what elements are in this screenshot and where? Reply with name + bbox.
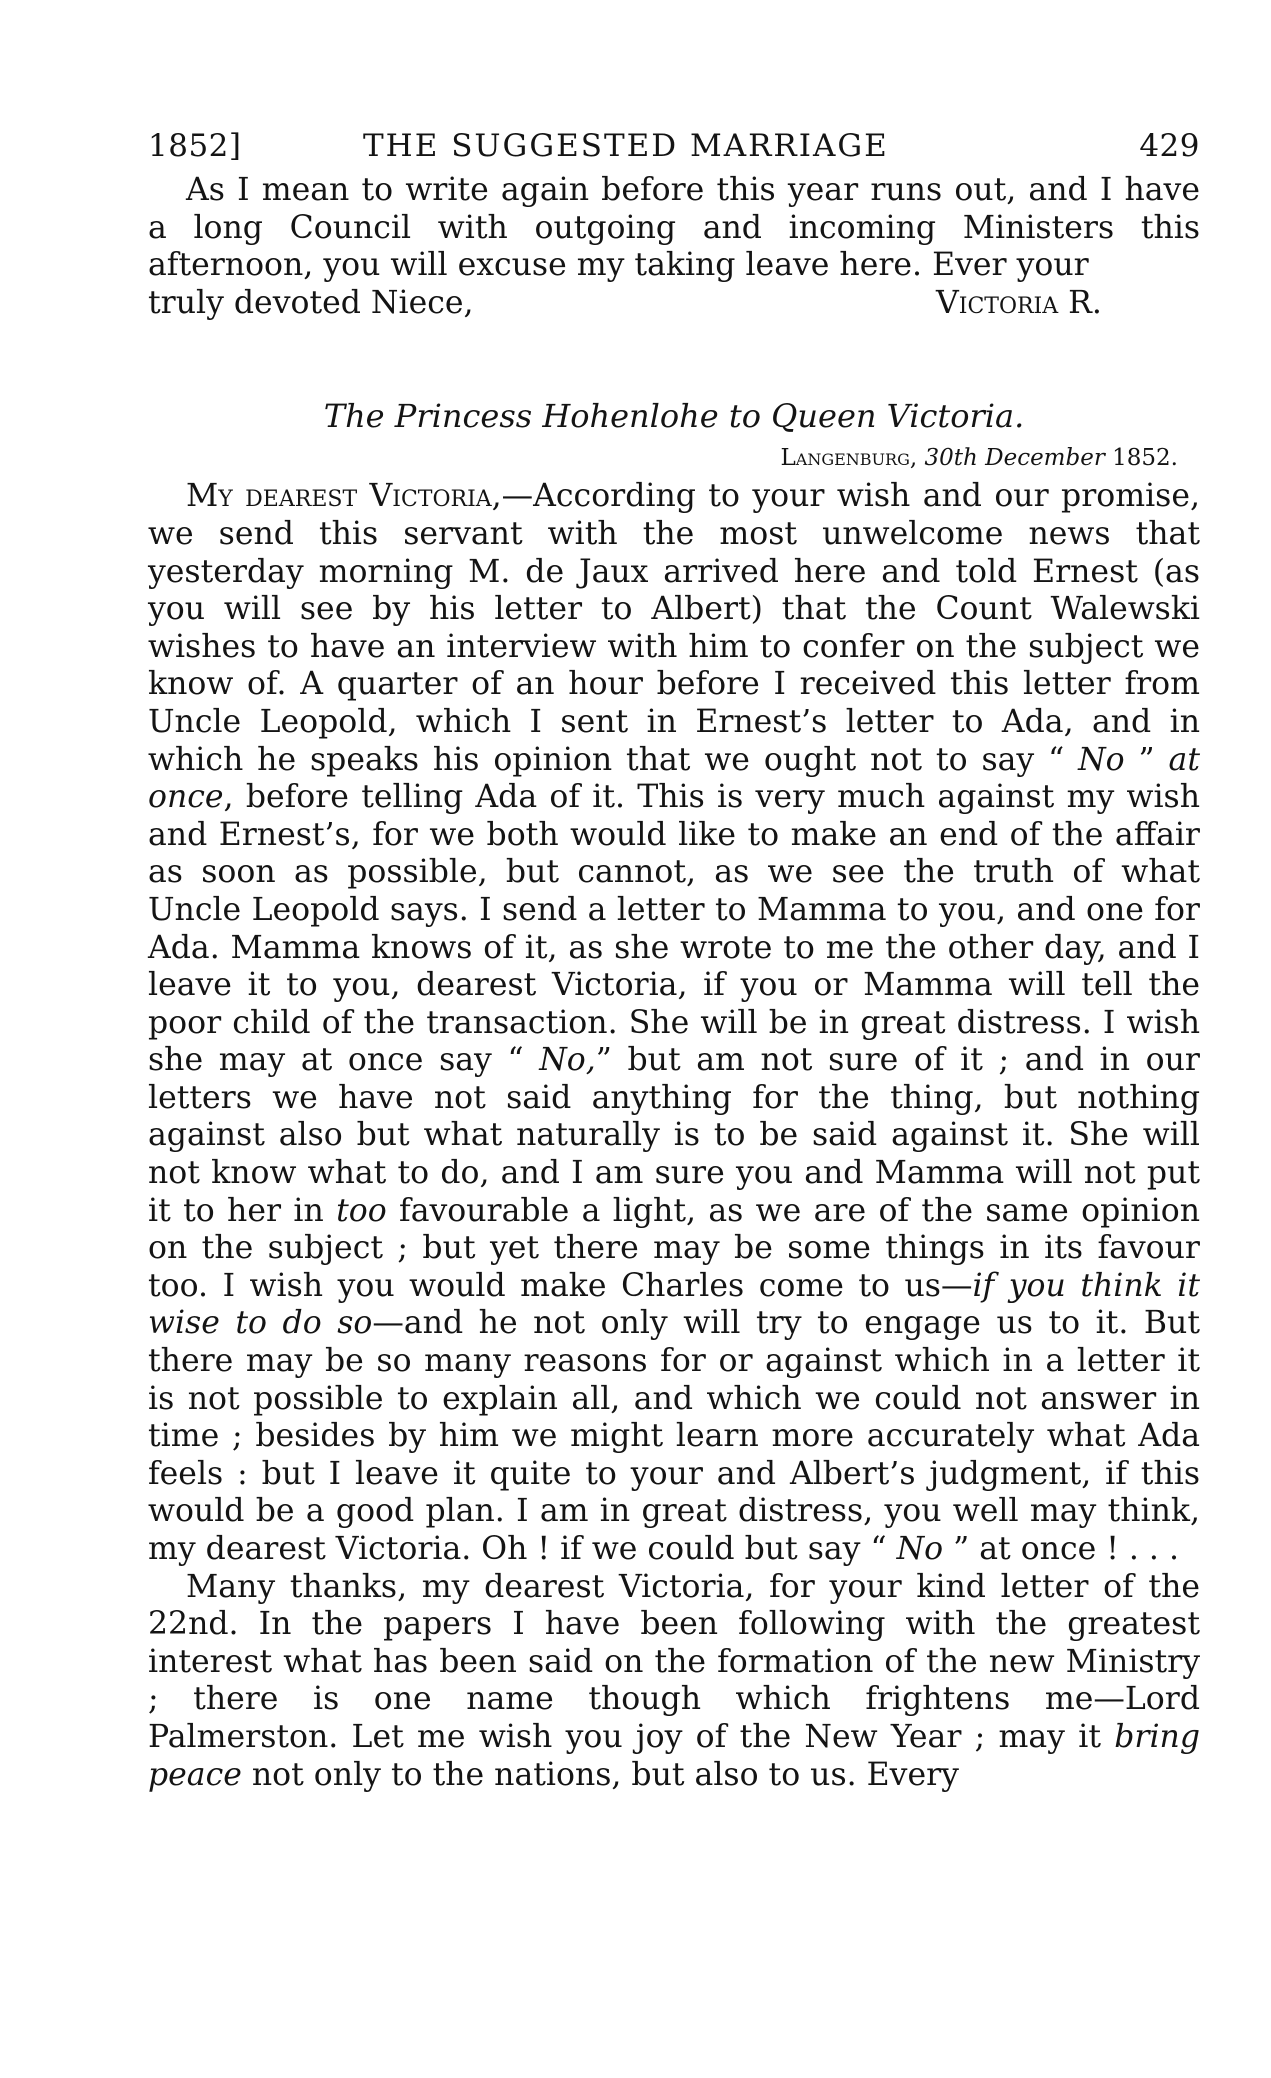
p2-text-a: Many thanks, my dearest Victoria, for your kind letter of the 22nd. In the papers I have been following with the greatest interest what has been said on the formation of the new Ministry ; there is one name though which frightens me—Lord Palmerston. Let me wish you joy of the New Year ; may it (148, 1568, 1200, 1755)
page-number: 429 (1139, 128, 1200, 164)
letter-heading: The Princess Hohenlohe to Queen Victoria. (323, 397, 1025, 436)
dateline-day: 30th (924, 445, 978, 472)
p1-italic-at-once: at once (148, 741, 1200, 816)
letter-paragraph-1 (148, 478, 1200, 1568)
dateline-month: December (985, 445, 1105, 472)
p1-text-c: , before telling Ada of it. This is very much against my wish and Ernest’s, for we both would like to make an end of the affair as soon as possible, but cannot, as we see the truth of what Uncle Leopold says. I send a letter to Mamma to you, and one for Ada. Mamma knows of it, as she wrote to me the other day, and I leave it to you, dearest Victoria, if you or Mamma will tell the poor child of the transaction. She will be in great distress. I wish she may at once say “ (148, 779, 1200, 1079)
previous-letter-signature-line (148, 285, 1200, 323)
p1-text-g: ” at once ! . . . (943, 1531, 1179, 1567)
p1-italic-no-3: No (896, 1531, 944, 1567)
dateline-place: Langenburg, (780, 445, 918, 472)
p1-italic-if-wise: if you think it wise to do so (148, 1267, 1200, 1342)
book-page (148, 118, 1200, 1794)
p2-italic-bring-peace: bring peace (148, 1718, 1200, 1793)
running-header (148, 118, 1200, 172)
p1-italic-no-1: No (1064, 741, 1139, 778)
previous-letter-signature (936, 285, 1102, 323)
previous-letter-closing: truly devoted Niece, (148, 284, 474, 321)
p1-text-e: favourable a light, as we are of the same opinion on the subject ; but yet there may be some things in its favour too. I wish you would make Charles come to us— (148, 1192, 1200, 1304)
p1-text-d: ” but am not sure of it ; and in our letters we have not said anything for the thing, but nothing against also but what naturally is to be said against it. She will not know what to do, and I am sure you and Mamma will not put it to her in (148, 1042, 1200, 1229)
p1-italic-no-2: No, (539, 1042, 596, 1079)
signature-suffix: R. (1058, 284, 1102, 321)
letter-dateline (148, 438, 1200, 478)
header-year: 1852] (148, 128, 242, 164)
letter-salutation: My dearest Victoria, (186, 478, 502, 515)
p1-italic-too: too (336, 1192, 387, 1229)
signature-name: Victoria (936, 284, 1059, 321)
dateline-year: 1852. (1112, 445, 1178, 472)
previous-letter-text: As I mean to write again before this year runs out, and I have a long Council with outgoing and incoming Ministers this afternoon, you will excuse my taking leave here. Ever your (148, 172, 1200, 284)
letter-paragraph-2 (148, 1569, 1200, 1795)
p1-text-b: ” (1138, 741, 1169, 778)
header-title: THE SUGGESTED MARRIAGE (363, 128, 889, 164)
previous-letter-paragraph (148, 172, 1200, 285)
p1-text-a: —According to your wish and our promise, we send this servant with the most unwelcome news that yesterday morning M. de Jaux arrived here and told Ernest (as you will see by his letter to Albert) that the Count Walewski wishes to have an interview with him to confer on the subject we know of. A quarter of an hour before I received this letter from Uncle Leopold, which I sent in Ernest’s letter to Ada, and in which he speaks his opinion that we ought not to say “ (148, 478, 1200, 778)
p2-text-b: not only to the nations, but also to us. Every (241, 1756, 959, 1793)
p1-text-f: —and he not only will try to engage us to it. But there may be so many reasons for or against which in a letter it is not possible to explain all, and which we could not answer in time ; besides by him we might learn more accurately what Ada feels : but I leave it quite to your and Albert’s judgment, if this would be a good plan. I am in great distress, you well may think, my dearest Victoria. Oh ! if we could but say “ (148, 1305, 1200, 1567)
